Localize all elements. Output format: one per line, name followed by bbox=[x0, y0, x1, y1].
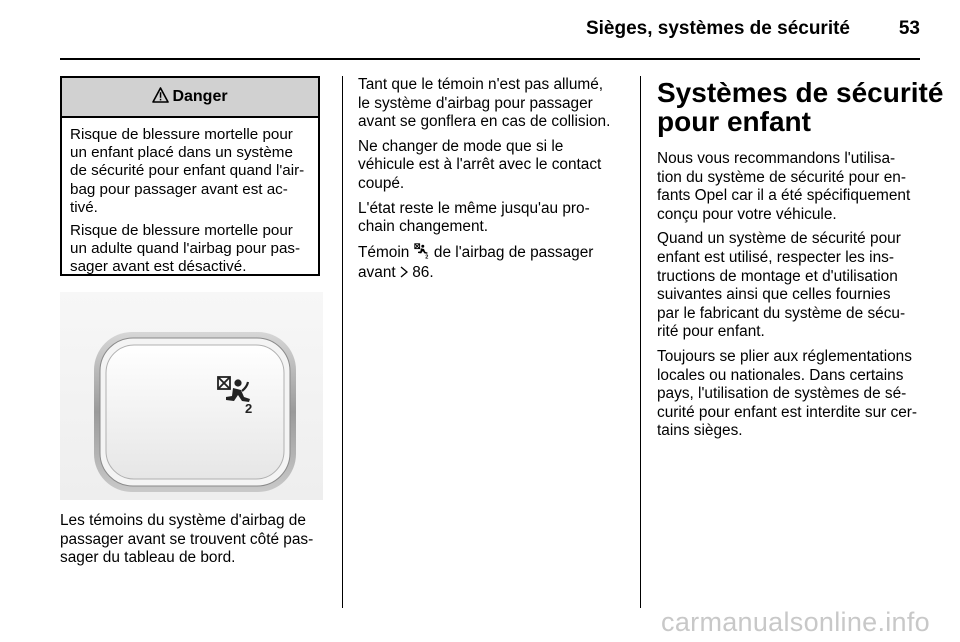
text-fragment: de l'airbag de passager bbox=[433, 243, 594, 261]
page-header-title: Sièges, systèmes de sécurité bbox=[585, 18, 850, 39]
text-line: Risque de blessure mortelle pour bbox=[70, 222, 293, 240]
danger-body bbox=[62, 118, 318, 277]
text-line: un enfant placé dans un système bbox=[70, 144, 293, 162]
text-line: véhicule est à l'arrêt avec le contact bbox=[358, 156, 602, 174]
header-rule bbox=[60, 58, 920, 60]
passenger-airbag-off-icon bbox=[216, 375, 256, 420]
page-number: 53 bbox=[898, 18, 920, 39]
text-line: tion du système de sécurité pour en- bbox=[657, 168, 906, 186]
text-line: coupé. bbox=[358, 174, 405, 192]
right-paragraph-3 bbox=[657, 348, 943, 441]
page-reference-link[interactable]: 86. bbox=[412, 264, 434, 282]
text-line: pays, l'utilisation de systèmes de sé- bbox=[657, 385, 907, 403]
text-line: curité pour enfant est interdite sur cer- bbox=[657, 403, 918, 421]
text-line: Nous vous recommandons l'utilisa- bbox=[657, 150, 896, 167]
danger-paragraph-1 bbox=[70, 126, 310, 217]
svg-text:2: 2 bbox=[424, 254, 428, 259]
middle-paragraph-3 bbox=[358, 200, 610, 237]
text-line: tivé. bbox=[70, 198, 98, 216]
passenger-airbag-off-icon bbox=[414, 243, 430, 265]
airbag-indicator-photo bbox=[60, 292, 323, 500]
middle-paragraph-2 bbox=[358, 138, 610, 194]
middle-column bbox=[358, 76, 610, 290]
column-divider-left bbox=[342, 76, 343, 608]
text-line: conçu pour votre véhicule. bbox=[657, 205, 837, 223]
text-line: passager avant se trouvent côté pas- bbox=[60, 530, 314, 548]
page-reference-arrow-icon bbox=[400, 265, 408, 284]
section-title bbox=[657, 78, 943, 136]
text-line: tructions de montage et d'utilisation bbox=[657, 267, 898, 285]
text-line: Quand un système de sécurité pour bbox=[657, 230, 901, 248]
text-line: de sécurité pour enfant quand l'air- bbox=[70, 162, 305, 180]
warning-triangle-icon bbox=[152, 87, 169, 108]
text-fragment: Témoin bbox=[358, 243, 410, 261]
text-line: bag pour passager avant est ac- bbox=[70, 180, 288, 198]
text-line: avant se gonflera en cas de collision. bbox=[358, 113, 611, 131]
text-line: sager avant est désactivé. bbox=[70, 258, 247, 276]
site-watermark: carmanualsonline.info bbox=[661, 607, 930, 637]
text-line: Tant que le témoin n'est pas allumé, bbox=[358, 76, 604, 93]
text-line: sager du tableau de bord. bbox=[60, 549, 236, 567]
danger-box bbox=[60, 76, 320, 276]
text-line: le système d'airbag pour passager bbox=[358, 94, 593, 112]
text-line: un adulte quand l'airbag pour pas- bbox=[70, 240, 301, 258]
middle-paragraph-4 bbox=[358, 243, 610, 284]
text-line: locales ou nationales. Dans certains bbox=[657, 366, 904, 384]
right-column bbox=[657, 78, 943, 447]
text-line: par le fabricant du système de sécu- bbox=[657, 304, 906, 322]
right-paragraph-2 bbox=[657, 230, 943, 342]
text-line: fants Opel car il a été spécifiquement bbox=[657, 187, 911, 205]
caption-text bbox=[60, 512, 313, 568]
text-line: enfant est utilisé, respecter les ins- bbox=[657, 248, 894, 266]
text-line: Toujours se plier aux réglementations bbox=[657, 347, 912, 365]
text-line: Risque de blessure mortelle pour bbox=[70, 126, 293, 143]
text-fragment: avant bbox=[358, 264, 396, 282]
title-line: Systèmes de sécurité bbox=[657, 77, 944, 108]
text-line: suivantes ainsi que celles fournies bbox=[657, 286, 891, 304]
text-line: L'état reste le même jusqu'au pro- bbox=[358, 199, 590, 217]
text-line: Les témoins du système d'airbag de bbox=[60, 512, 306, 529]
photo-caption bbox=[60, 512, 313, 574]
text-line: Ne changer de mode que si le bbox=[358, 137, 564, 155]
danger-label: Danger bbox=[172, 88, 228, 105]
title-line: pour enfant bbox=[657, 106, 811, 137]
text-line: rité pour enfant. bbox=[657, 323, 765, 341]
danger-paragraph-2 bbox=[70, 222, 310, 277]
svg-text:2: 2 bbox=[245, 401, 253, 415]
danger-header bbox=[62, 78, 318, 118]
middle-paragraph-1 bbox=[358, 76, 610, 132]
text-line: tains sièges. bbox=[657, 422, 743, 440]
right-paragraph-1 bbox=[657, 150, 943, 224]
column-divider-right bbox=[640, 76, 641, 608]
text-line: chain changement. bbox=[358, 218, 489, 236]
